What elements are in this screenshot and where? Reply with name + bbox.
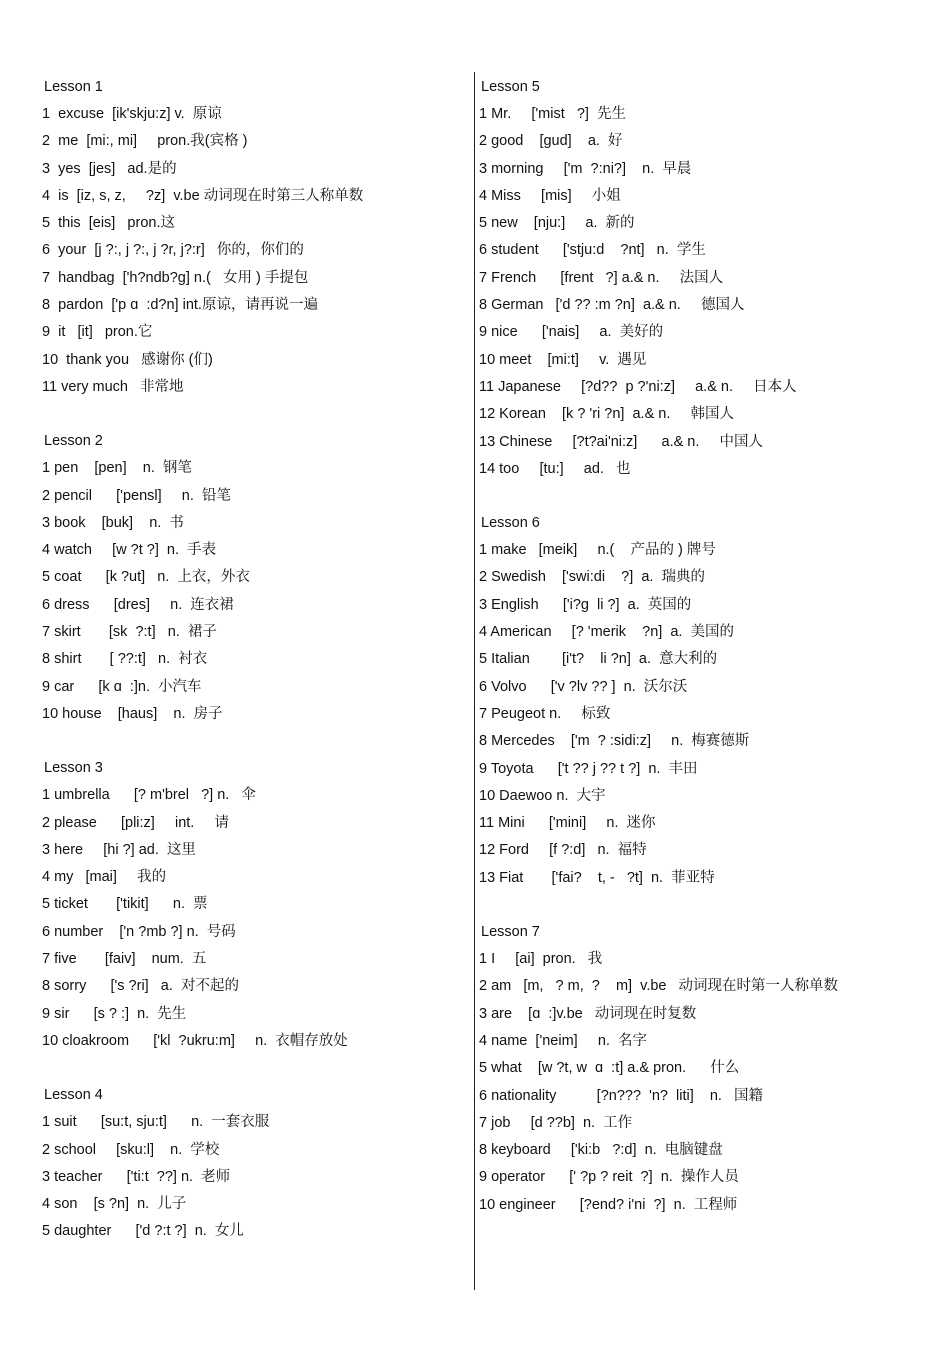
vocab-entry: 9 operator [' ?p ? reit ?] n. 操作人员 bbox=[479, 1169, 739, 1186]
right-column bbox=[479, 74, 919, 1246]
vocab-entry: 5 coat [k ?ut] n. 上衣，外衣 bbox=[42, 569, 250, 586]
vocab-entry: 14 too [tu:] ad. 也 bbox=[479, 460, 631, 477]
vocab-entry: 1 pen [pen] n. 钢笔 bbox=[42, 460, 192, 477]
vocab-entry: 4 is [iz, s, z, ?z] v.be 动词现在时第三人称单数 bbox=[42, 187, 364, 204]
vocab-entry: 2 am [m, ? m, ? m] v.be 动词现在时第一人称单数 bbox=[479, 978, 839, 995]
vocab-entry: 10 Daewoo n. 大宇 bbox=[479, 787, 606, 804]
vocab-entry: 2 school [sku:l] n. 学校 bbox=[42, 1141, 220, 1158]
vocab-entry: 2 pencil ['pensl] n. 铅笔 bbox=[42, 487, 231, 504]
vocab-entry: 10 thank you 感谢你 (们) bbox=[42, 351, 213, 368]
vocab-entry: 3 are [ɑ :]v.be 动词现在时复数 bbox=[479, 1005, 697, 1022]
vocab-entry: 12 Korean [k ? 'ri ?n] a.& n. 韩国人 bbox=[479, 406, 735, 423]
vocab-entry: 5 Italian [i't? li ?n] a. 意大利的 bbox=[479, 651, 718, 668]
column-divider bbox=[474, 72, 475, 1290]
vocab-entry: 6 Volvo ['v ?lv ?? ] n. 沃尔沃 bbox=[479, 678, 688, 695]
vocab-entry: 9 Toyota ['t ?? j ?? t ?] n. 丰田 bbox=[479, 760, 698, 777]
vocab-entry: 7 skirt [sk ?:t] n. 裙子 bbox=[42, 624, 217, 641]
vocab-entry: 9 nice ['nais] a. 美好的 bbox=[479, 324, 664, 341]
vocab-entry: 3 teacher ['ti:t ??] n. 老师 bbox=[42, 1168, 231, 1185]
vocab-entry: 4 American [? 'merik ?n] a. 美国的 bbox=[479, 624, 734, 641]
vocab-entry: 2 good [gud] a. 好 bbox=[479, 133, 623, 150]
vocab-entry: 9 sir [s ? :] n. 先生 bbox=[42, 1005, 187, 1022]
vocab-entry: 5 daughter ['d ?:t ?] n. 女儿 bbox=[42, 1223, 244, 1240]
vocab-entry: 8 pardon ['p ɑ :d?n] int.原谅，请再说一遍 bbox=[42, 297, 318, 314]
vocab-entry: 12 Ford [f ?:d] n. 福特 bbox=[479, 842, 647, 859]
vocab-entry: 2 Swedish ['swi:di ?] a. 瑞典的 bbox=[479, 569, 705, 586]
vocab-entry: 1 I [ai] pron. 我 bbox=[479, 951, 603, 968]
vocab-entry: 5 ticket ['tikit] n. 票 bbox=[42, 896, 208, 913]
vocab-entry: 1 suit [su:t, sju:t] n. 一套衣服 bbox=[42, 1114, 270, 1131]
vocab-entry: 9 car [k ɑ :]n. 小汽车 bbox=[42, 678, 202, 695]
vocab-entry: 6 dress [dres] n. 连衣裙 bbox=[42, 596, 234, 613]
vocab-entry: 2 me [mi:, mi] pron.我(宾格 ) bbox=[42, 133, 248, 150]
vocab-entry: 10 cloakroom ['kl ?ukru:m] n. 衣帽存放处 bbox=[42, 1032, 348, 1049]
vocab-entry: 7 job [d ??b] n. 工作 bbox=[479, 1114, 633, 1131]
vocab-entry: 11 Japanese [?d?? p ?'ni:z] a.& n. 日本人 bbox=[479, 378, 797, 395]
lesson-block bbox=[42, 1082, 467, 1245]
vocab-entry: 7 Peugeot n. 标致 bbox=[479, 705, 611, 722]
lesson-title: Lesson 4 bbox=[44, 1087, 103, 1104]
vocab-entry: 3 English ['i?g li ?] a. 英国的 bbox=[479, 596, 692, 613]
left-column bbox=[42, 74, 467, 1273]
lesson-title: Lesson 3 bbox=[44, 760, 103, 777]
vocab-entry: 5 what [w ?t, w ɑ :t] a.& pron. 什么 bbox=[479, 1060, 740, 1077]
vocab-entry: 3 morning ['m ?:ni?] n. 早晨 bbox=[479, 160, 692, 177]
vocab-entry: 7 handbag ['h?ndb?g] n.( 女用 ) 手提包 bbox=[42, 269, 309, 286]
vocab-entry: 3 book [buk] n. 书 bbox=[42, 514, 184, 531]
vocab-entry: 9 it [it] pron.它 bbox=[42, 324, 153, 341]
vocab-entry: 3 here [hi ?] ad. 这里 bbox=[42, 841, 196, 858]
vocab-entry: 10 house [haus] n. 房子 bbox=[42, 705, 223, 722]
lesson-block bbox=[479, 919, 919, 1219]
vocab-entry: 4 Miss [mis] 小姐 bbox=[479, 187, 621, 204]
vocab-entry: 5 new [nju:] a. 新的 bbox=[479, 215, 635, 232]
vocab-entry: 7 five [faiv] num. 五 bbox=[42, 951, 207, 968]
vocab-entry: 8 Mercedes ['m ? :sidi:z] n. 梅赛德斯 bbox=[479, 733, 750, 750]
vocab-entry: 4 name ['neim] n. 名字 bbox=[479, 1032, 647, 1049]
lesson-block bbox=[479, 74, 919, 483]
vocab-entry: 8 sorry ['s ?ri] a. 对不起的 bbox=[42, 978, 239, 995]
lesson-block bbox=[42, 755, 467, 1055]
vocab-entry: 2 please [pli:z] int. 请 bbox=[42, 814, 229, 831]
vocab-entry: 8 shirt [ ??:t] n. 衬衣 bbox=[42, 651, 208, 668]
lesson-title: Lesson 2 bbox=[44, 433, 103, 450]
vocab-entry: 1 umbrella [? m'brel ?] n. 伞 bbox=[42, 787, 256, 804]
vocab-entry: 1 make [meik] n.( 产品的 ) 牌号 bbox=[479, 542, 716, 559]
vocab-entry: 13 Chinese [?t?ai'ni:z] a.& n. 中国人 bbox=[479, 433, 764, 450]
vocab-entry: 1 excuse [ik'skju:z] v. 原谅 bbox=[42, 106, 222, 122]
vocab-entry: 4 my [mai] 我的 bbox=[42, 869, 167, 886]
lesson-title: Lesson 1 bbox=[44, 79, 103, 95]
vocab-entry: 6 your [j ?:, j ?:, j ?r, j?:r] 你的，你们的 bbox=[42, 242, 304, 259]
vocab-entry: 8 German ['d ?? :m ?n] a.& n. 德国人 bbox=[479, 297, 745, 314]
lesson-title: Lesson 7 bbox=[481, 924, 540, 941]
vocab-entry: 3 yes [jes] ad.是的 bbox=[42, 160, 177, 177]
lesson-block bbox=[42, 428, 467, 728]
vocab-entry: 4 watch [w ?t ?] n. 手表 bbox=[42, 542, 217, 559]
vocab-entry: 6 student ['stju:d ?nt] n. 学生 bbox=[479, 242, 706, 259]
vocab-entry: 11 Mini ['mini] n. 迷你 bbox=[479, 815, 656, 832]
vocab-entry: 7 French [frent ?] a.& n. 法国人 bbox=[479, 269, 724, 286]
vocab-entry: 10 engineer [?end? i'ni ?] n. 工程师 bbox=[479, 1196, 738, 1213]
vocab-entry: 10 meet [mi:t] v. 遇见 bbox=[479, 351, 647, 368]
vocab-entry: 11 very much 非常地 bbox=[42, 378, 184, 395]
vocab-entry: 4 son [s ?n] n. 儿子 bbox=[42, 1196, 187, 1213]
vocab-entry: 1 Mr. ['mist ?] 先生 bbox=[479, 106, 626, 122]
lesson-title: Lesson 6 bbox=[481, 515, 540, 532]
vocab-entry: 6 nationality [?n??? 'n? liti] n. 国籍 bbox=[479, 1087, 764, 1104]
vocab-entry: 13 Fiat ['fai? t, - ?t] n. 菲亚特 bbox=[479, 869, 715, 886]
vocab-entry: 6 number ['n ?mb ?] n. 号码 bbox=[42, 923, 236, 940]
lesson-title: Lesson 5 bbox=[481, 79, 540, 95]
lesson-block bbox=[479, 510, 919, 892]
vocab-entry: 8 keyboard ['ki:b ?:d] n. 电脑键盘 bbox=[479, 1142, 723, 1159]
lesson-block bbox=[42, 74, 467, 401]
vocab-entry: 5 this [eis] pron.这 bbox=[42, 215, 175, 232]
